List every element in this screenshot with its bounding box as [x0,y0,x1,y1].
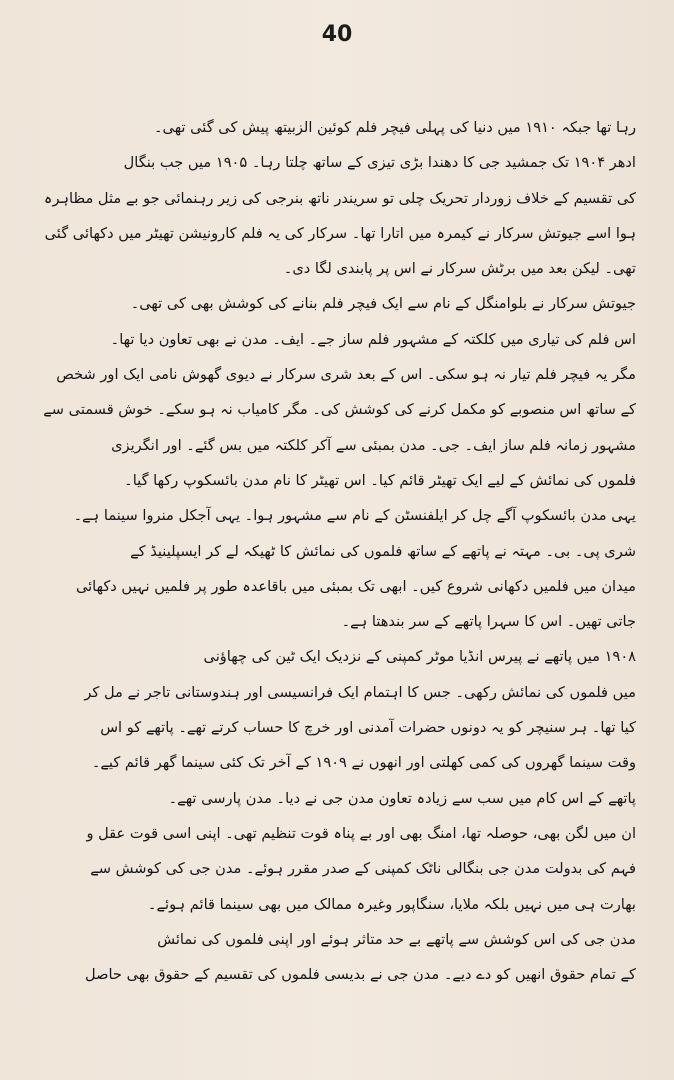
text-line: ۱۹۰۸ میں پاتھے نے پیرس انڈیا موٹر کمپنی کے نزدیک ایک ٹین کی چھاؤنی [203,648,636,666]
text-line: وقت سینما گھروں کی کمی کھلتی اور انھوں نے ۱۹۰۹ کے آخر تک کئی سینما گھر قائم کیے۔ [91,754,636,772]
text-line: ادھر ۱۹۰۴ تک جمشید جی کا دھندا بڑی تیزی کے ساتھ چلتا رہا۔ ۱۹۰۵ میں جب بنگال [123,154,636,172]
text-line: کے ساتھ اس منصوبے کو مکمل کرنے کی کوشش کی۔ مگر کامیاب نہ ہو سکے۔ خوش قسمتی سے [43,401,636,419]
text-line: فلموں کی نمائش کے لیے ایک تھیٹر قائم کیا۔ اس تھیٹر کا نام مدن بائسکوپ رکھا گیا۔ [124,471,636,489]
text-line: شری پی۔ بی۔ مہتہ نے پاتھے کے ساتھ فلموں کی نمائش کا ٹھیکہ لے کر ایسپلینیڈ کے [130,542,636,560]
text-line: کی تقسیم کے خلاف زوردار تحریک چلی تو سریندر ناتھ بنرجی کی زیر رہنمائی جو بے مثل مظاہرہ [43,189,636,207]
text-line: یہی مدن بائسکوپ آگے چل کر ایلفنسٹن کے نام سے مشہور ہوا۔ یہی آجکل منروا سینما ہے۔ [73,507,636,525]
page-body-text [36,110,636,992]
text-line: اس فلم کی تیاری میں کلکتہ کے مشہور فلم ساز جے۔ ایف۔ مدن نے بھی تعاون دیا تھا۔ [110,330,636,348]
text-line: رہا تھا جبکہ ۱۹۱۰ میں دنیا کی پہلی فیچر فلم کوئین الزبیتھ پیش کی گئی تھی۔ [153,119,636,136]
text-line: بھارت ہی میں نہیں بلکہ ملایا، سنگاپور وغیرہ ممالک میں بھی سینما قائم ہوئے۔ [147,895,636,913]
text-line: کیا تھا۔ ہر سنیچر کو یہ دونوں حضرات آمدنی اور خرچ کا حساب کرتے تھے۔ پاتھے کو اس [100,719,636,737]
text-line: جیوتش سرکار نے بلوامنگل کے نام سے ایک فیچر فلم بنانے کی کوشش بھی کی تھی۔ [130,295,636,313]
text-line: مدن جی کی اس کوشش سے پاتھے بے حد متاثر ہوئے اور اپنی فلموں کی نمائش [157,930,636,948]
text-line: ہوا اسے جیوتش سرکار نے کیمرہ میں اتارا تھا۔ سرکار کی یہ فلم کارونیشن تھیٹر میں دکھائی گئی [44,224,636,242]
text-line: مشہور زمانہ فلم ساز ایف۔ جی۔ مدن بمبئی سے آکر کلکتہ میں بس گئے۔ اور انگریزی [111,436,636,454]
page-number: 40 [321,22,353,47]
text-line: پاتھے کے اس کام میں سب سے زیادہ تعاون مدن جی نے دیا۔ مدن پارسی تھے۔ [168,789,636,807]
text-line: فہم کی بدولت مدن جی بنگالی ناٹک کمپنی کے صدر مقرر ہوئے۔ مدن جی کی کوشش سے [90,860,636,878]
text-line: ان میں لگن بھی، حوصلہ تھا، امنگ بھی اور بے پناہ قوت تنظیم تھی۔ اپنی اسی قوت عقل و [86,824,636,842]
text-line: میدان میں فلمیں دکھانی شروع کیں۔ ابھی تک بمبئی میں باقاعدہ طور پر فلمیں نہیں دکھائی [75,577,636,595]
text-line: جاتی تھیں۔ اس کا سہرا پاتھے کے سر بندھتا ہے۔ [341,613,636,631]
text-line: مگر یہ فیچر فلم تیار نہ ہو سکی۔ اس کے بعد شری سرکار نے دیوی گھوش نامی ایک اور شخص [56,366,636,384]
text-line: میں فلموں کی نمائش رکھی۔ جس کا اہتمام ایک فرانسیسی اور ہندوستانی تاجر نے مل کر [84,683,636,701]
text-line: تھی۔ لیکن بعد میں برٹش سرکار نے اس پر پابندی لگا دی۔ [283,260,636,278]
text-line: کے تمام حقوق انھیں کو دے دیے۔ مدن جی نے بدیسی فلموں کی تقسیم کے حقوق بھی حاصل [85,966,636,984]
